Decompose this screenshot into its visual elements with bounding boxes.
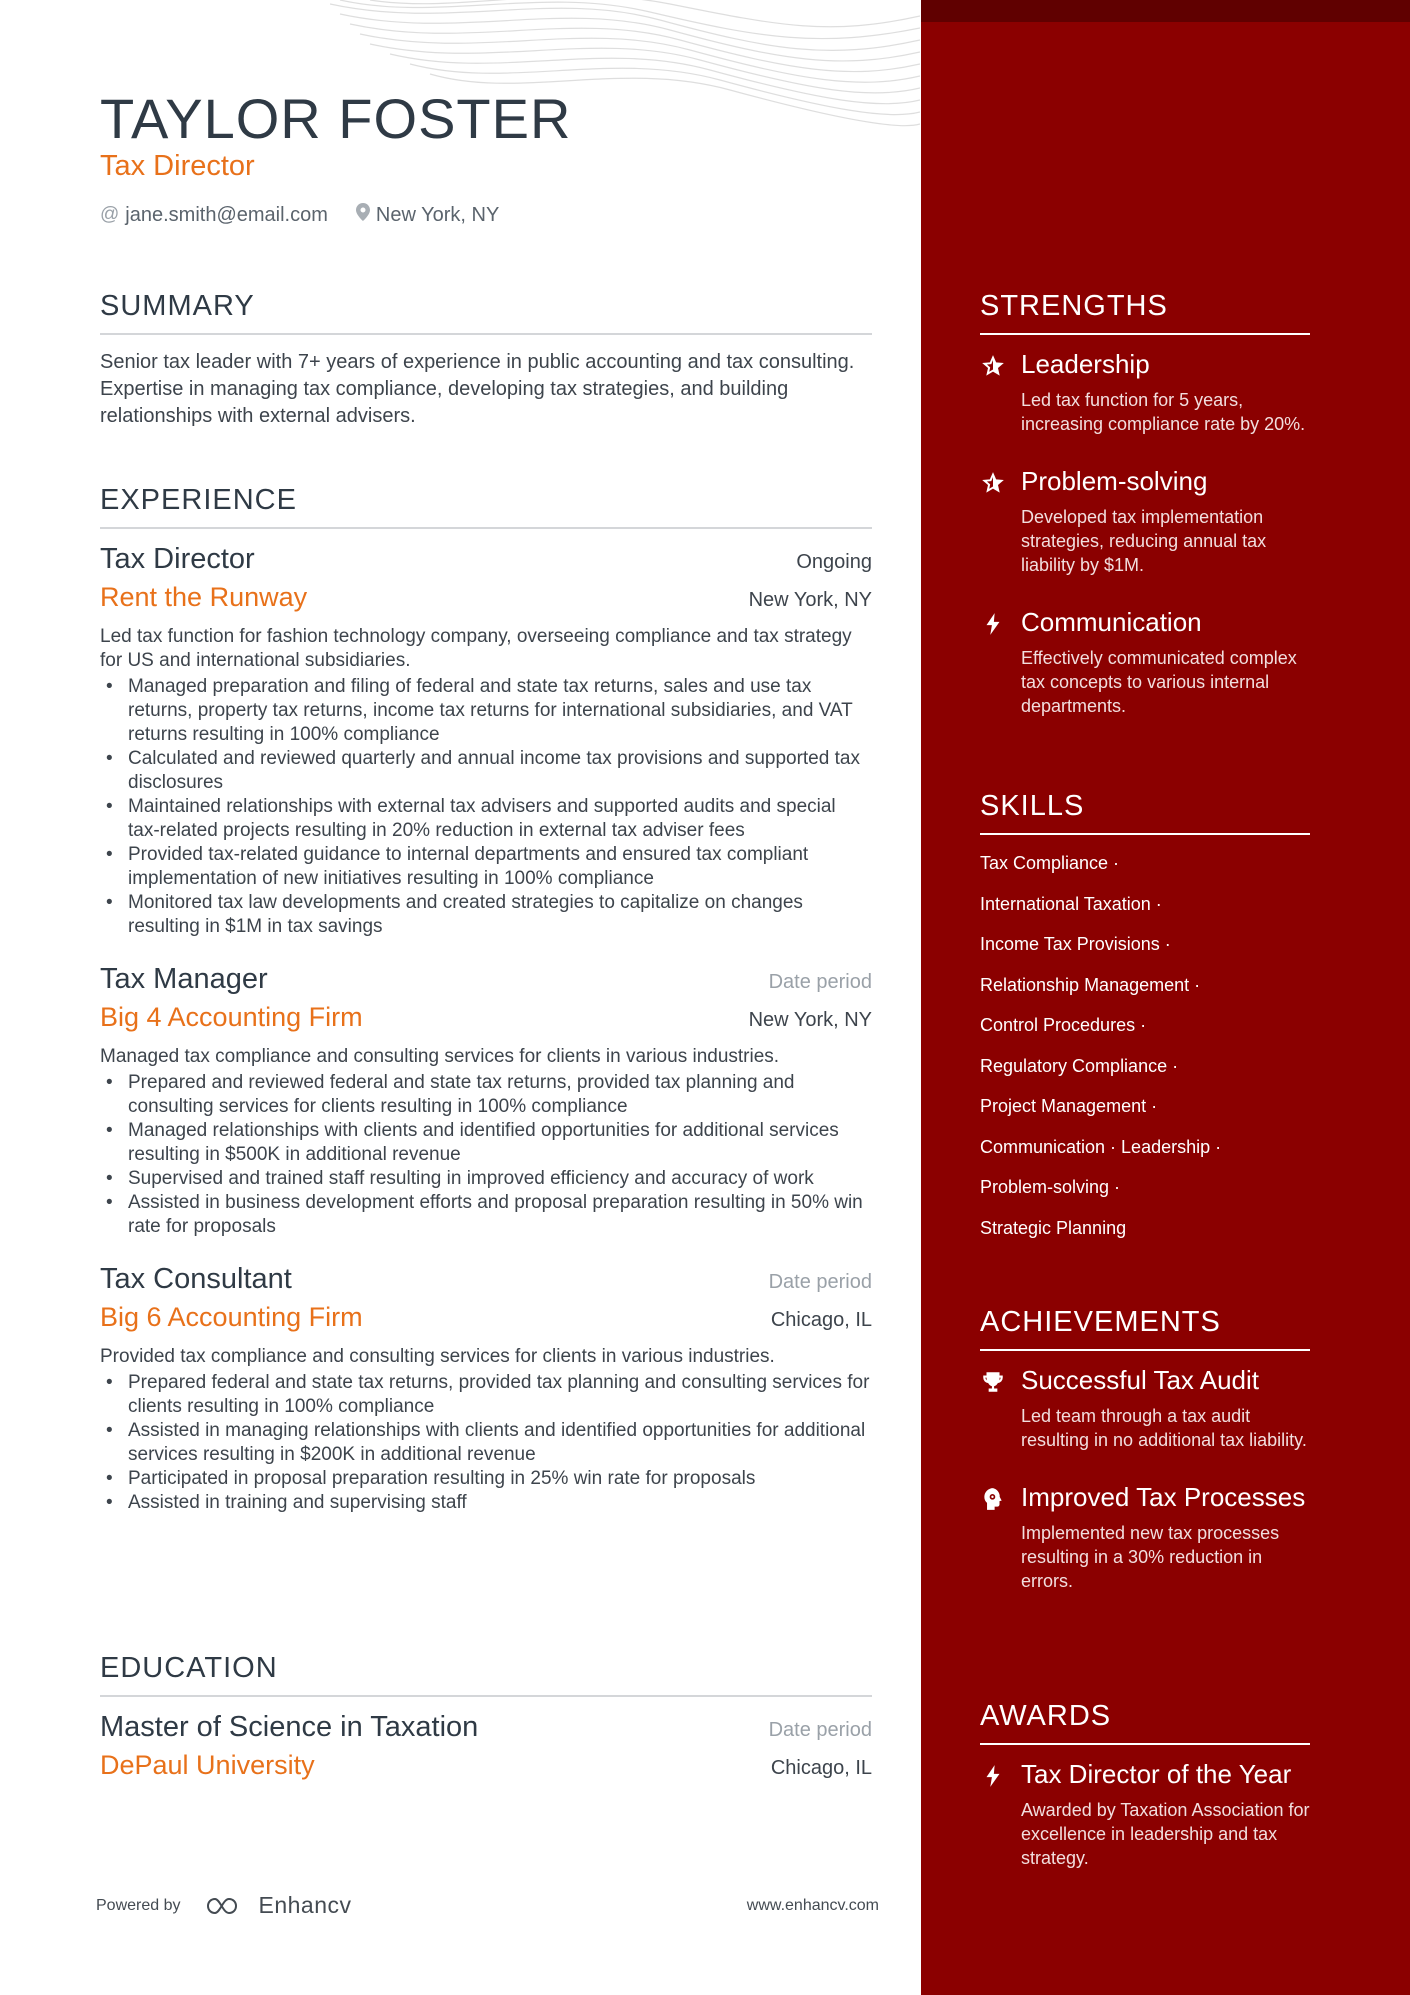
- job-location: Chicago, IL: [770, 1309, 872, 1331]
- strength-description: Led tax function for 5 years, increasing compliance rate by 20%.: [1021, 390, 1306, 434]
- job-bullet: • Assisted in training and supervising staff: [100, 1491, 872, 1515]
- job-bullet: • Maintained relationships with external tax advisers and supported audits and special tax-related projects resulting in 20% reduction in external tax adviser fees: [100, 795, 872, 843]
- achievement-description: Led team through a tax audit resulting in no additional tax liability.: [1021, 1406, 1307, 1450]
- job-entry: [100, 543, 872, 939]
- job-bullet: • Prepared and reviewed federal and state tax returns, provided tax planning and consulting services for clients resulting in 100% compliance: [100, 1071, 872, 1119]
- degree-title: Master of Science in Taxation: [100, 1711, 479, 1743]
- education-section: [100, 1652, 872, 1781]
- job-bullet: • Provided tax-related guidance to internal departments and ensured tax compliant implementation of new initiatives resulting in 100% compliance: [100, 843, 872, 891]
- strengths-section: [980, 290, 1310, 718]
- star-icon: [980, 349, 1021, 436]
- job-location: New York, NY: [748, 1009, 872, 1031]
- awards-section: [980, 1700, 1310, 1870]
- strength-item: [980, 349, 1310, 436]
- awards-title: AWARDS: [980, 1700, 1310, 1745]
- education-entry: [100, 1711, 872, 1781]
- location-text: New York, NY: [375, 203, 500, 226]
- powered-by-label: Powered by: [96, 1896, 181, 1914]
- job-bullet: • Assisted in business development efforts and proposal preparation resulting in 50% win rate for proposals: [100, 1191, 872, 1239]
- skill-item: Control Procedures ·: [980, 1015, 1147, 1035]
- trophy-icon: [980, 1365, 1021, 1452]
- school-name: DePaul University: [100, 1750, 315, 1780]
- strength-title: Problem-solving: [1021, 466, 1208, 496]
- education-title: EDUCATION: [100, 1652, 872, 1697]
- skills-list: [980, 851, 1310, 1240]
- job-description: Managed tax compliance and consulting services for clients in various industries.: [100, 1046, 780, 1067]
- location-contact: [356, 203, 499, 227]
- strength-description: Developed tax implementation strategies, reducing annual tax liability by $1M.: [1021, 507, 1267, 575]
- skill-item: Project Management ·: [980, 1096, 1158, 1116]
- strength-item: [980, 607, 1310, 718]
- contact-info: [100, 203, 499, 227]
- strengths-title: STRENGTHS: [980, 290, 1310, 335]
- job-bullets: [100, 1071, 872, 1239]
- sidebar-top-strip: [921, 0, 1410, 22]
- skill-item: Problem-solving ·: [980, 1177, 1121, 1197]
- skill-item: Tax Compliance ·: [980, 853, 1120, 873]
- job-bullet: • Managed preparation and filing of federal and state tax returns, sales and use tax returns, property tax returns, income tax returns for international subsidiaries, and VAT returns resulting in 100% compliance: [100, 675, 872, 747]
- job-description: Led tax function for fashion technology company, overseeing compliance and tax strategy for US and international subsidiaries.: [100, 626, 852, 671]
- job-location: New York, NY: [748, 589, 872, 611]
- job-entry: [100, 963, 872, 1239]
- job-bullets: [100, 675, 872, 939]
- achievement-title: Improved Tax Processes: [1021, 1482, 1306, 1512]
- job-entry: [100, 1263, 872, 1515]
- award-item: [980, 1759, 1310, 1870]
- award-description: Awarded by Taxation Association for excellence in leadership and tax strategy.: [1021, 1800, 1310, 1868]
- skill-item: Strategic Planning: [980, 1217, 1127, 1238]
- job-date: Date period: [768, 1271, 872, 1293]
- school-location: Chicago, IL: [770, 1757, 872, 1779]
- enhancv-logo-icon: [205, 1895, 251, 1917]
- sidebar: [921, 0, 1410, 1995]
- job-description: Provided tax compliance and consulting services for clients in various industries.: [100, 1346, 775, 1367]
- brand-logo[interactable]: [205, 1892, 352, 1919]
- summary-title: SUMMARY: [100, 290, 872, 335]
- skills-title: SKILLS: [980, 790, 1310, 835]
- at-icon: @: [100, 204, 120, 225]
- skill-item: Regulatory Compliance ·: [980, 1055, 1179, 1076]
- job-bullet: • Participated in proposal preparation resulting in 25% win rate for proposals: [100, 1467, 872, 1491]
- job-bullet: • Monitored tax law developments and created strategies to capitalize on changes resulting in $1M in tax savings: [100, 891, 872, 939]
- lightning-icon: [980, 607, 1021, 718]
- job-company: Big 6 Accounting Firm: [100, 1302, 363, 1332]
- job-title: Tax Consultant: [100, 1263, 292, 1295]
- location-pin-icon: [356, 203, 370, 227]
- powered-by: [96, 1892, 352, 1919]
- skill-item: Relationship Management ·: [980, 974, 1201, 995]
- website-link[interactable]: www.enhancv.com: [746, 1896, 879, 1914]
- achievements-section: [980, 1306, 1310, 1593]
- strength-title: Communication: [1021, 607, 1202, 637]
- achievement-title: Successful Tax Audit: [1021, 1365, 1259, 1395]
- achievement-description: Implemented new tax processes resulting in a 30% reduction in errors.: [1021, 1523, 1280, 1591]
- skill-item: Communication · Leadership ·: [980, 1136, 1222, 1157]
- job-date: Date period: [768, 971, 872, 993]
- head-gear-icon: [980, 1482, 1021, 1593]
- footer: [96, 1892, 879, 1919]
- achievement-item: [980, 1365, 1310, 1452]
- email-contact[interactable]: [100, 203, 328, 227]
- strength-title: Leadership: [1021, 349, 1150, 379]
- job-company: Rent the Runway: [100, 582, 308, 612]
- education-date: Date period: [768, 1719, 872, 1741]
- star-icon: [980, 466, 1021, 577]
- summary-text: Senior tax leader with 7+ years of experience in public accounting and tax consulting. Expertise in managing tax compliance, developing tax strategies, and building relationships with external advisers.: [100, 351, 855, 427]
- candidate-name: TAYLOR FOSTER: [100, 87, 572, 150]
- experience-section: [100, 484, 872, 1515]
- achievement-item: [980, 1482, 1310, 1593]
- experience-title: EXPERIENCE: [100, 484, 872, 529]
- job-bullet: • Prepared federal and state tax returns, provided tax planning and consulting services for clients resulting in 100% compliance: [100, 1371, 872, 1419]
- lightning-icon: [980, 1759, 1021, 1870]
- strength-description: Effectively communicated complex tax concepts to various internal departments.: [1021, 648, 1297, 716]
- job-bullet: • Managed relationships with clients and identified opportunities for additional services resulting in $500K in additional revenue: [100, 1119, 872, 1167]
- achievements-title: ACHIEVEMENTS: [980, 1306, 1310, 1351]
- email-text: jane.smith@email.com: [125, 203, 328, 226]
- skill-item: International Taxation ·: [980, 893, 1162, 914]
- job-bullet: • Assisted in managing relationships with clients and identified opportunities for additional services resulting in $200K in additional revenue: [100, 1419, 872, 1467]
- job-bullet: • Calculated and reviewed quarterly and annual income tax provisions and supported tax disclosures: [100, 747, 872, 795]
- skill-item: Income Tax Provisions ·: [980, 934, 1171, 954]
- brand-name: Enhancv: [258, 1892, 352, 1918]
- skills-section: [980, 790, 1310, 1256]
- summary-section: [100, 290, 872, 430]
- candidate-role: Tax Director: [100, 150, 255, 182]
- job-bullet: • Supervised and trained staff resulting in improved efficiency and accuracy of work: [100, 1167, 872, 1191]
- job-date: Ongoing: [796, 551, 872, 573]
- job-title: Tax Manager: [100, 963, 268, 995]
- strength-item: [980, 466, 1310, 577]
- award-title: Tax Director of the Year: [1021, 1759, 1292, 1789]
- job-company: Big 4 Accounting Firm: [100, 1002, 363, 1032]
- job-bullets: [100, 1371, 872, 1515]
- job-title: Tax Director: [100, 543, 255, 575]
